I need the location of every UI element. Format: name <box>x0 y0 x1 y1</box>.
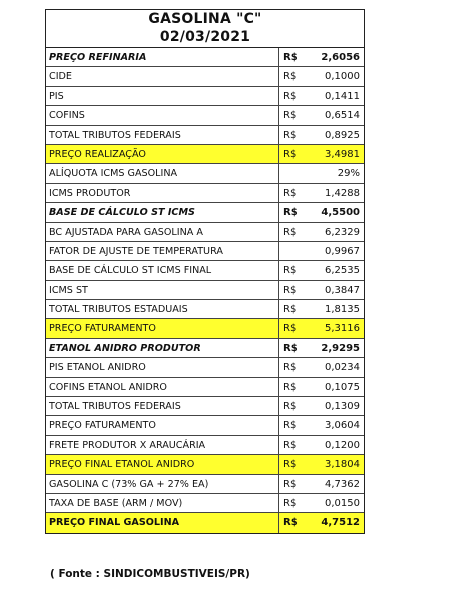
row-currency: R$ <box>283 517 298 529</box>
row-value-cell <box>279 223 364 241</box>
table-row <box>46 416 364 435</box>
row-label: COFINS ETANOL ANIDRO <box>46 378 279 396</box>
row-currency: R$ <box>283 187 297 199</box>
row-label: ETANOL ANIDRO PRODUTOR <box>46 339 279 357</box>
row-value-cell <box>279 87 364 105</box>
row-label: PREÇO FATURAMENTO <box>46 319 279 337</box>
table-row <box>46 358 364 377</box>
row-value: 4,7512 <box>321 517 360 529</box>
row-value: 6,2329 <box>325 226 360 238</box>
row-value-cell <box>279 416 364 434</box>
row-currency: R$ <box>283 284 297 296</box>
row-value-cell <box>279 494 364 512</box>
row-label: COFINS <box>46 106 279 124</box>
row-currency: R$ <box>283 478 297 490</box>
table-row <box>46 164 364 183</box>
row-label: GASOLINA C (73% GA + 27% EA) <box>46 475 279 493</box>
row-label: BASE DE CÁLCULO ST ICMS <box>46 203 279 221</box>
table-row <box>46 261 364 280</box>
row-value-cell <box>279 145 364 163</box>
table-row <box>46 223 364 242</box>
row-value-cell <box>279 48 364 66</box>
row-value: 0,3847 <box>325 284 360 296</box>
row-currency: R$ <box>283 90 297 102</box>
row-label: PREÇO FATURAMENTO <box>46 416 279 434</box>
row-value: 0,1200 <box>325 439 360 451</box>
row-value-cell <box>279 242 364 260</box>
row-value: 3,0604 <box>325 420 360 432</box>
row-value: 4,5500 <box>321 207 360 219</box>
row-value-cell <box>279 475 364 493</box>
row-value: 1,4288 <box>325 187 360 199</box>
table-row <box>46 203 364 222</box>
row-value: 2,6056 <box>321 52 360 63</box>
row-value: 29% <box>337 168 360 180</box>
row-currency: R$ <box>283 342 298 354</box>
table-row <box>46 397 364 416</box>
table-title-text: GASOLINA "C" <box>148 11 262 27</box>
table-row <box>46 67 364 86</box>
row-label: PREÇO FINAL GASOLINA <box>46 513 279 532</box>
row-currency: R$ <box>283 265 297 277</box>
row-value: 6,2535 <box>325 265 360 277</box>
row-currency: R$ <box>283 497 297 509</box>
row-label: CIDE <box>46 67 279 85</box>
table-row <box>46 106 364 125</box>
row-value: 3,4981 <box>325 148 360 160</box>
table-row <box>46 436 364 455</box>
table-row <box>46 339 364 358</box>
row-label: PREÇO REFINARIA <box>46 48 279 66</box>
row-currency: R$ <box>283 71 297 83</box>
row-currency: R$ <box>283 304 297 316</box>
row-value-cell <box>279 513 364 532</box>
row-label: BC AJUSTADA PARA GASOLINA A <box>46 223 279 241</box>
table-date: 02/03/2021 <box>159 29 251 45</box>
source-note: ( Fonte : SINDICOMBUSTIVEIS/PR) <box>50 568 250 580</box>
row-value: 0,1309 <box>325 401 360 413</box>
table-row <box>46 184 364 203</box>
table-row <box>46 475 364 494</box>
row-currency: R$ <box>283 362 297 374</box>
row-currency: R$ <box>283 110 297 122</box>
row-value-cell <box>279 261 364 279</box>
row-value: 5,3116 <box>325 323 360 335</box>
row-value: 0,1411 <box>325 90 360 102</box>
table-rows <box>46 47 364 533</box>
table-row <box>46 281 364 300</box>
row-value-cell <box>279 67 364 85</box>
row-label: PIS <box>46 87 279 105</box>
table-row <box>46 455 364 474</box>
row-value: 0,0234 <box>325 362 360 374</box>
row-value-cell <box>279 184 364 202</box>
row-label: ALÍQUOTA ICMS GASOLINA <box>46 164 279 182</box>
row-label: TOTAL TRIBUTOS FEDERAIS <box>46 397 279 415</box>
row-value-cell <box>279 358 364 376</box>
row-value-cell <box>279 397 364 415</box>
table-row <box>46 300 364 319</box>
row-currency: R$ <box>283 129 297 141</box>
row-currency: R$ <box>283 148 297 160</box>
table-row <box>46 319 364 338</box>
row-value: 2,9295 <box>321 342 360 354</box>
row-value: 0,6514 <box>325 110 360 122</box>
row-currency: R$ <box>283 420 297 432</box>
row-value: 0,8925 <box>325 129 360 141</box>
row-currency: R$ <box>283 207 298 219</box>
price-table <box>45 9 365 534</box>
row-label: BASE DE CÁLCULO ST ICMS FINAL <box>46 261 279 279</box>
row-currency: R$ <box>283 459 297 471</box>
row-value: 4,7362 <box>325 478 360 490</box>
row-label: ICMS ST <box>46 281 279 299</box>
row-label: PREÇO FINAL ETANOL ANIDRO <box>46 455 279 473</box>
row-value-cell <box>279 339 364 357</box>
row-label: PREÇO REALIZAÇÃO <box>46 145 279 163</box>
row-label: ICMS PRODUTOR <box>46 184 279 202</box>
row-value-cell <box>279 319 364 337</box>
table-row <box>46 145 364 164</box>
table-row <box>46 494 364 513</box>
row-value: 1,8135 <box>325 304 360 316</box>
table-row <box>46 378 364 397</box>
row-currency: R$ <box>283 52 298 63</box>
row-currency: R$ <box>283 401 297 413</box>
row-value-cell <box>279 300 364 318</box>
row-value: 0,9967 <box>325 245 360 257</box>
row-value-cell <box>279 455 364 473</box>
row-value-cell <box>279 378 364 396</box>
row-value: 0,1000 <box>325 71 360 83</box>
row-value: 3,1804 <box>325 459 360 471</box>
table-row <box>46 513 364 532</box>
row-currency: R$ <box>283 323 297 335</box>
row-label: TOTAL TRIBUTOS ESTADUAIS <box>46 300 279 318</box>
row-label: TAXA DE BASE (ARM / MOV) <box>46 494 279 512</box>
row-value: 0,1075 <box>325 381 360 393</box>
table-row <box>46 126 364 145</box>
row-currency: R$ <box>283 226 297 238</box>
row-currency: R$ <box>283 381 297 393</box>
row-value-cell <box>279 126 364 144</box>
row-value-cell <box>279 164 364 182</box>
row-currency <box>283 242 303 260</box>
row-value: 0,0150 <box>325 497 360 509</box>
row-value-cell <box>279 281 364 299</box>
row-value-cell <box>279 436 364 454</box>
row-value-cell <box>279 106 364 124</box>
table-row <box>46 242 364 261</box>
table-row <box>46 48 364 67</box>
row-label: FRETE PRODUTOR X ARAUCÁRIA <box>46 436 279 454</box>
table-title <box>46 10 364 47</box>
row-value-cell <box>279 203 364 221</box>
table-row <box>46 87 364 106</box>
row-currency: R$ <box>283 439 297 451</box>
row-label: FATOR DE AJUSTE DE TEMPERATURA <box>46 242 279 260</box>
row-currency <box>283 164 303 182</box>
row-label: PIS ETANOL ANIDRO <box>46 358 279 376</box>
row-label: TOTAL TRIBUTOS FEDERAIS <box>46 126 279 144</box>
